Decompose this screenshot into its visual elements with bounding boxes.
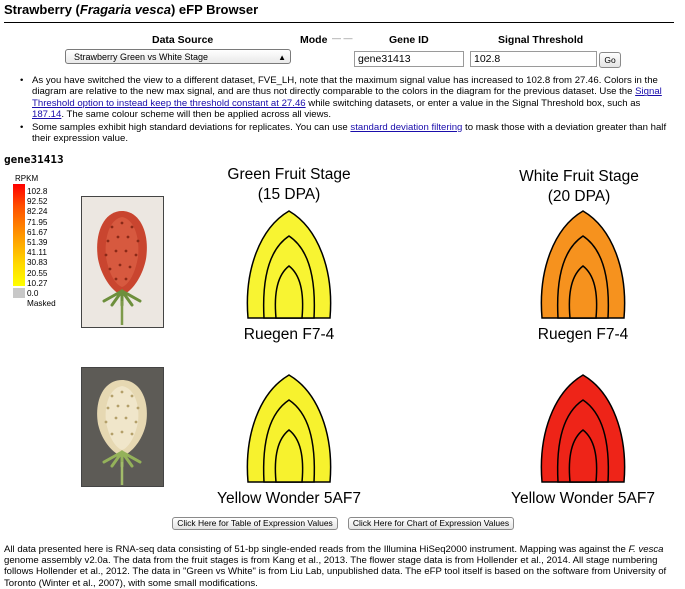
fruit-diagram-ruegen-green[interactable]	[244, 208, 334, 320]
go-button[interactable]: Go	[599, 52, 621, 68]
chart-expression-button[interactable]: Click Here for Chart of Expression Values	[348, 517, 514, 530]
gene-heading: gene31413	[4, 153, 64, 166]
legend-value: 30.83	[27, 258, 48, 268]
data-source-value: Strawberry Green vs White Stage	[74, 52, 209, 62]
stddev-filter-link[interactable]: standard deviation filtering	[350, 121, 463, 133]
white-stage-name: White Fruit Stage	[519, 168, 639, 185]
yellow-wonder-photo	[81, 367, 164, 487]
threshold-value-link[interactable]: 187.14	[32, 109, 62, 121]
green-stage-dpa: (15 DPA)	[257, 186, 321, 203]
note-text: while switching datasets, or enter a value in the Signal Threshold box, such as	[305, 97, 641, 109]
legend-value: 82.24	[27, 207, 48, 217]
legend-values	[27, 187, 56, 309]
data-source-select[interactable]	[65, 49, 291, 64]
legend-title: RPKM	[15, 174, 39, 183]
legend-value: 20.55	[27, 268, 48, 278]
mode-label: Mode	[300, 34, 328, 46]
legend-value: 51.39	[27, 238, 48, 248]
cultivar-label-yw-green: Yellow Wonder 5AF7	[217, 490, 361, 507]
note-stddev	[20, 122, 672, 145]
legend-value: 71.95	[27, 217, 48, 227]
page-title	[4, 2, 258, 17]
footer-text	[4, 544, 680, 589]
data-source-label: Data Source	[152, 34, 214, 46]
white-strawberry-image	[82, 368, 163, 486]
title-suffix: ) eFP Browser	[170, 2, 259, 17]
green-stage-name: Green Fruit Stage	[227, 166, 351, 183]
legend-value: 102.8	[27, 187, 48, 196]
fruit-diagram-yw-green[interactable]	[244, 372, 334, 484]
note-text: . The same colour scheme will then be applied across all views.	[61, 109, 331, 121]
white-stage-dpa: (20 DPA)	[547, 188, 611, 205]
footer-part: genome assembly v2.0a. The data from the fruit stages is from Kang et al., 2013. The flower stage data is from Hollender et al., 2014. All stage numbering follows Hollender et al., 2012. The data in "Green vs White" is from Liu Lab, unpublished data. The eFP tool itself is based on the software from University of Toronto (Winter et al., 2007), with some small modifications.	[4, 555, 667, 589]
footer-part: All data presented here is RNA-seq data consisting of 51-bp single-ended reads from the Illumina HiSeq2000 instrument. Mapping was against the	[4, 544, 629, 555]
threshold-input[interactable]	[470, 51, 597, 67]
note-text: to mask those with a deviation greater than half their expression value.	[32, 121, 667, 145]
fruit-diagram-yw-white[interactable]	[538, 372, 628, 484]
legend-color-scale	[13, 184, 25, 286]
green-stage-title	[214, 165, 364, 205]
cultivar-label-yw-white: Yellow Wonder 5AF7	[511, 490, 655, 507]
white-stage-title	[504, 167, 654, 207]
legend-masked-swatch	[13, 288, 25, 298]
mode-select[interactable]: — —	[332, 33, 353, 43]
ruegen-photo	[81, 196, 164, 328]
threshold-constant-link[interactable]: Signal Threshold option to instead keep the threshold constant at 27.46	[32, 86, 662, 109]
legend-value: 61.67	[27, 227, 48, 237]
legend-value: 10.27	[27, 278, 48, 288]
table-expression-button[interactable]: Click Here for Table of Expression Values	[172, 517, 338, 530]
gene-id-input[interactable]	[354, 51, 464, 67]
cultivar-label-ruegen-green: Ruegen F7-4	[243, 326, 335, 343]
header-rule	[4, 22, 674, 23]
note-text: As you have switched the view to a different dataset, FVE_LH, note that the maximum signal value has increased to 102.8 from 27.46. Colors in the diagram are relative to the new max signal, and are thus not directly comparable to the colors in the diagram for the previous dataset. Use the	[32, 75, 658, 98]
threshold-label: Signal Threshold	[498, 34, 584, 46]
title-prefix: Strawberry (	[4, 2, 80, 17]
red-strawberry-image	[82, 197, 163, 327]
title-species: Fragaria vesca	[79, 2, 171, 17]
chevron-updown-icon: ▲︎	[278, 53, 286, 62]
legend-value: 41.11	[27, 248, 47, 258]
notes-list	[20, 75, 672, 145]
legend-value: 0.0	[27, 289, 39, 299]
legend-value: 92.52	[27, 197, 48, 207]
gene-id-label: Gene ID	[389, 34, 429, 46]
note-text: Some samples exhibit high standard deviations for replicates. You can use	[32, 121, 351, 133]
note-threshold	[20, 75, 672, 121]
footer-species: F. vesca	[628, 544, 664, 555]
fruit-diagram-ruegen-white[interactable]	[538, 208, 628, 320]
cultivar-label-ruegen-white: Ruegen F7-4	[537, 326, 629, 343]
legend-masked-label: Masked	[27, 299, 56, 309]
